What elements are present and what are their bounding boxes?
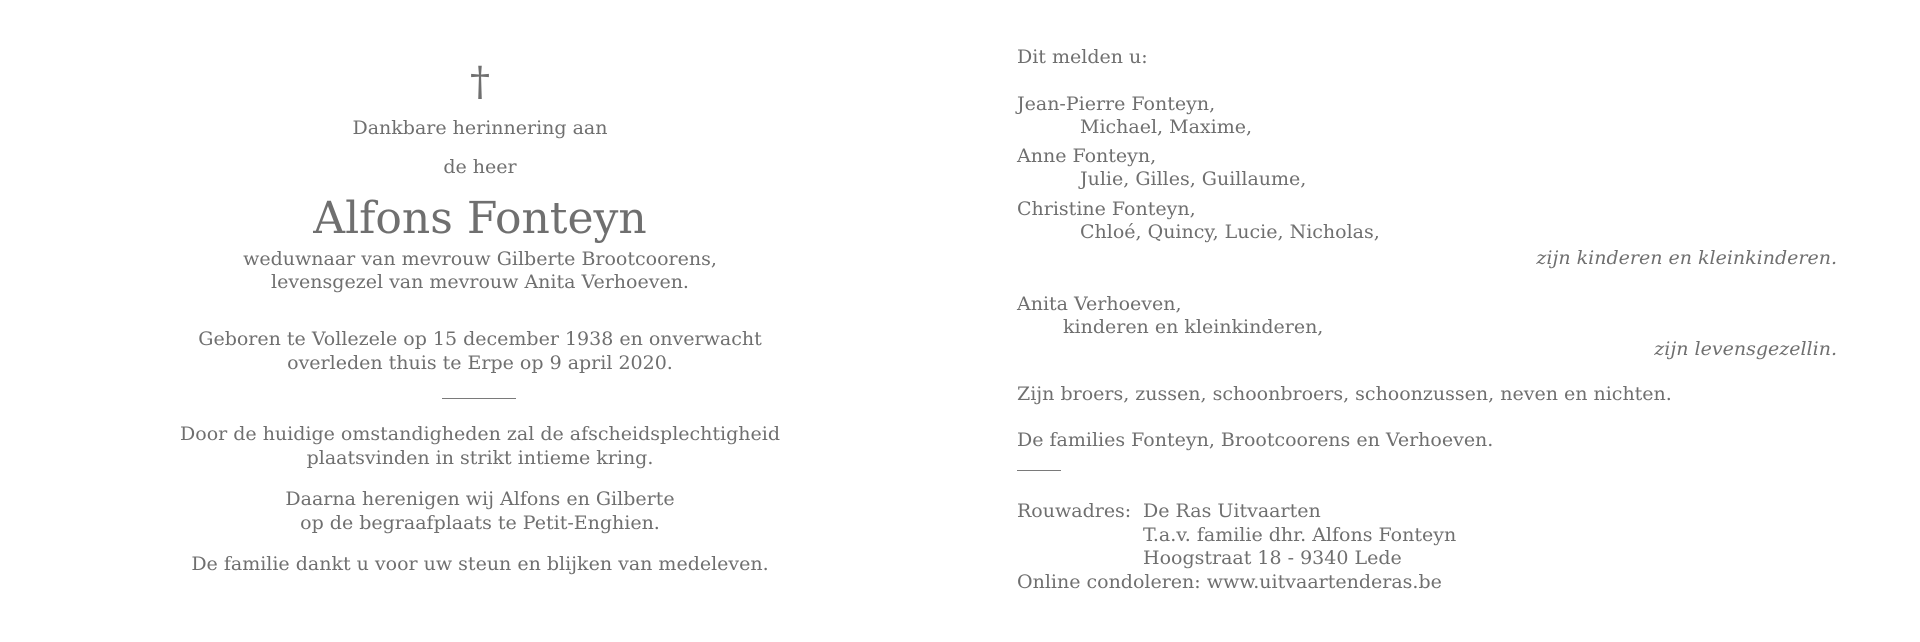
- burial-line-2: op de begraafplaats te Petit-Enghien.: [300, 512, 660, 534]
- grandchildren-3: Chloé, Quincy, Lucie, Nicholas,: [1080, 221, 1380, 243]
- child-1: Jean-Pierre Fonteyn,: [1017, 93, 1216, 115]
- relation-line-2: levensgezel van mevrouw Anita Verhoeven.: [271, 271, 689, 293]
- announcement-header: Dit melden u:: [1017, 46, 1148, 68]
- intro-text: Dankbare herinnering aan: [352, 117, 608, 139]
- birth-line-1: Geboren te Vollezele op 15 december 1938 en onverwacht: [198, 328, 762, 350]
- divider: [442, 398, 516, 399]
- partner-family: kinderen en kleinkinderen,: [1063, 316, 1324, 338]
- address-label: Rouwadres:: [1017, 500, 1132, 522]
- families-line: De families Fonteyn, Brootcoorens en Verhoeven.: [1017, 429, 1494, 451]
- child-2: Anne Fonteyn,: [1017, 145, 1157, 167]
- relation-line-1: weduwnaar van mevrouw Gilberte Brootcoorens,: [243, 248, 717, 270]
- address-line-3: Hoogstraat 18 - 9340 Lede: [1143, 547, 1402, 569]
- children-caption: zijn kinderen en kleinkinderen.: [1536, 247, 1837, 269]
- ceremony-line-1: Door de huidige omstandigheden zal de afscheidsplechtigheid: [180, 423, 780, 445]
- birth-line-2: overleden thuis te Erpe op 9 april 2020.: [287, 352, 673, 374]
- ceremony-line-2: plaatsvinden in strikt intieme kring.: [306, 447, 654, 469]
- right-panel: [1017, 0, 1837, 642]
- grandchildren-1: Michael, Maxime,: [1080, 116, 1253, 138]
- partner-name: Anita Verhoeven,: [1017, 293, 1182, 315]
- online-condolence: Online condoleren: www.uitvaartenderas.be: [1017, 571, 1442, 593]
- thanks-text: De familie dankt u voor uw steun en blijken van medeleven.: [191, 553, 769, 575]
- partner-caption: zijn levensgezellin.: [1654, 338, 1837, 360]
- grandchildren-2: Julie, Gilles, Guillaume,: [1080, 168, 1307, 190]
- title-text: de heer: [443, 156, 517, 178]
- address-line-1: De Ras Uitvaarten: [1143, 500, 1321, 522]
- burial-line-1: Daarna herenigen wij Alfons en Gilberte: [285, 488, 675, 510]
- deceased-name: Alfons Fonteyn: [313, 193, 647, 244]
- address-line-2: T.a.v. familie dhr. Alfons Fonteyn: [1143, 524, 1457, 546]
- child-3: Christine Fonteyn,: [1017, 198, 1196, 220]
- siblings-line: Zijn broers, zussen, schoonbroers, schoonzussen, neven en nichten.: [1017, 383, 1672, 405]
- cross-icon: †: [470, 59, 490, 105]
- short-divider: [1017, 470, 1061, 471]
